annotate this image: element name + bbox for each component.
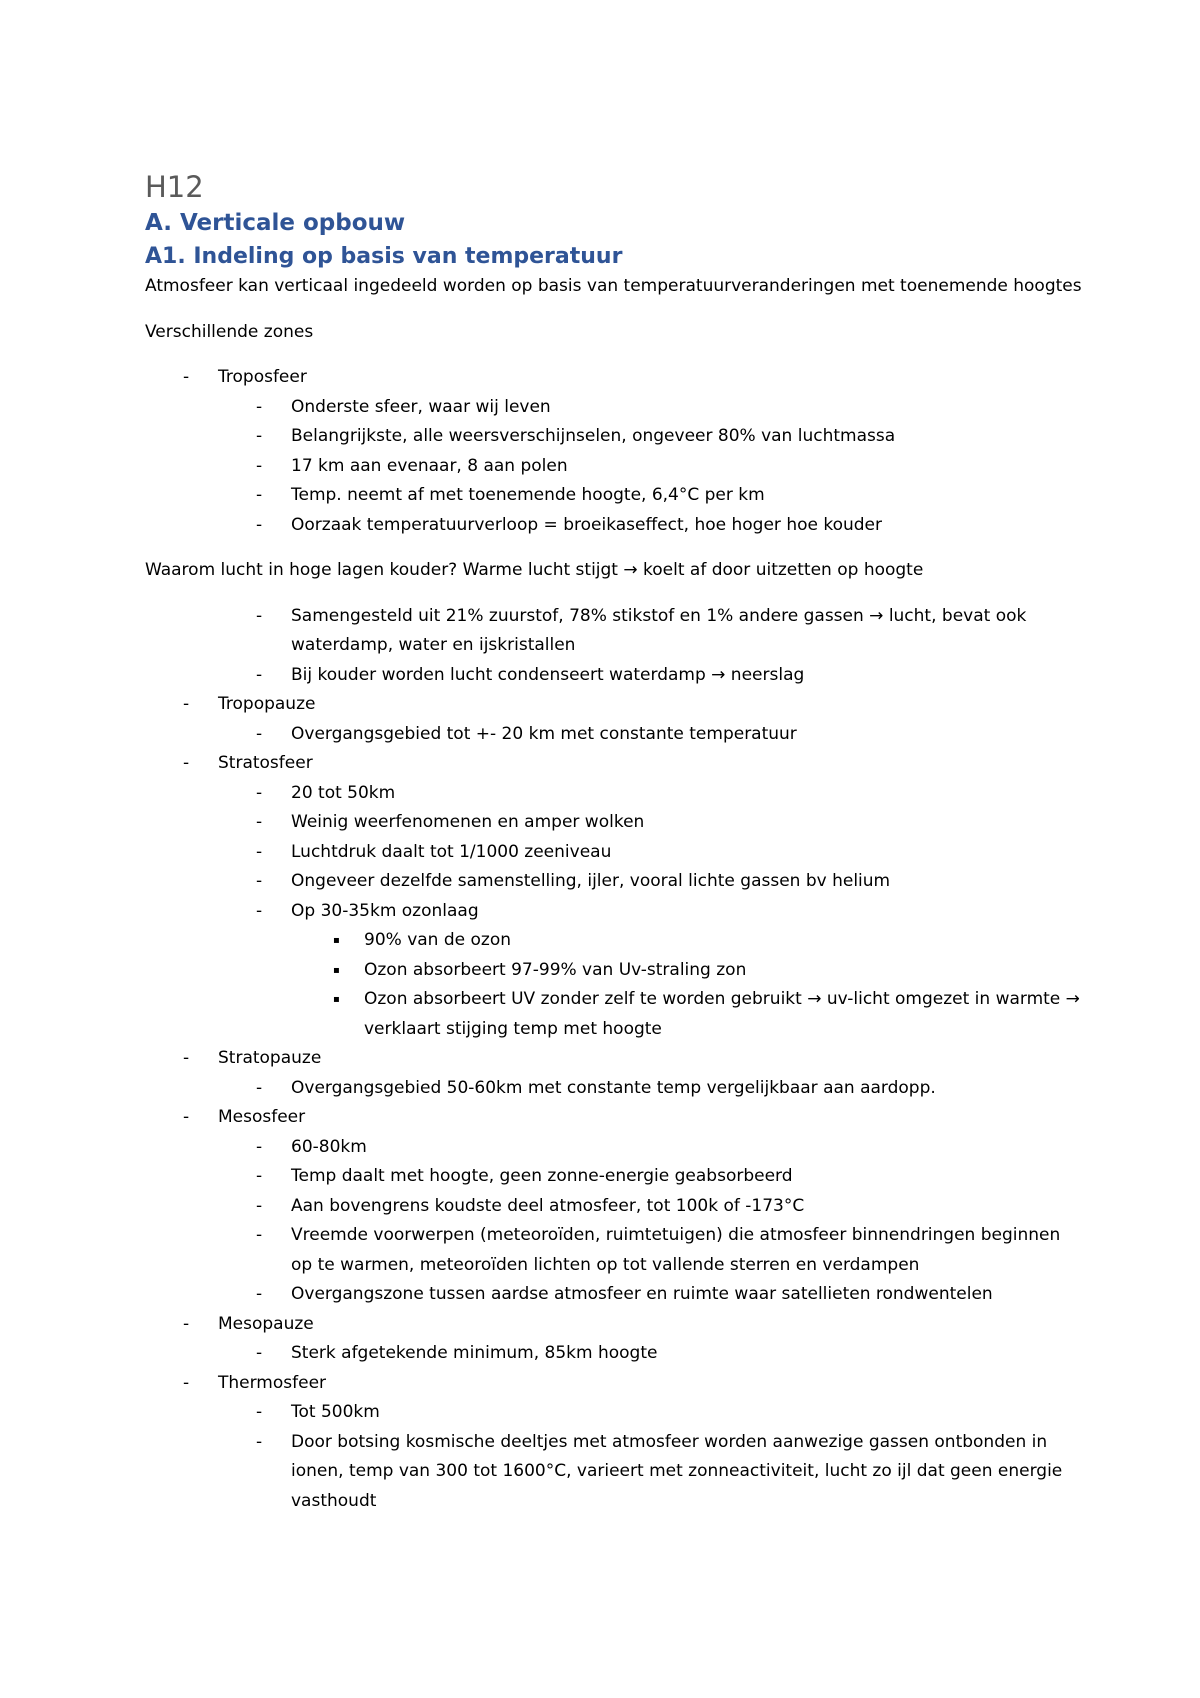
dash-bullet-icon: - bbox=[256, 1431, 263, 1452]
dash-bullet-icon: - bbox=[183, 367, 190, 387]
list-item-text: Tot 500km bbox=[291, 1402, 380, 1422]
list-item-text: Overgangszone tussen aardse atmosfeer en ruimte waar satellieten rondwentelen bbox=[291, 1284, 993, 1304]
list-item-text: Ongeveer dezelfde samenstelling, ijler, vooral lichte gassen bv helium bbox=[291, 871, 891, 891]
square-bullet-icon: ▪ bbox=[333, 964, 340, 976]
list-item-level-2 bbox=[145, 1339, 1085, 1369]
list-item-level-2 bbox=[145, 422, 1085, 452]
dash-bullet-icon: - bbox=[256, 664, 263, 685]
list-item-level-2 bbox=[145, 779, 1085, 809]
dash-bullet-icon: - bbox=[256, 1077, 263, 1098]
list-item-text: Temp. neemt af met toenemende hoogte, 6,4°C per km bbox=[291, 485, 765, 505]
section-heading-a: A. Verticale opbouw bbox=[145, 210, 406, 236]
list-item-level-2 bbox=[145, 602, 1085, 661]
dash-bullet-icon: - bbox=[256, 841, 263, 862]
list-item-text: Oorzaak temperatuurverloop = broeikaseffect, hoe hoger hoe kouder bbox=[291, 514, 883, 535]
list-item-level-2 bbox=[145, 1192, 1085, 1222]
list-item-level-2 bbox=[145, 452, 1085, 482]
list-item-text: Overgangsgebied 50-60km met constante temp vergelijkbaar aan aardopp. bbox=[291, 1077, 936, 1098]
list-item-level-1 bbox=[145, 1369, 1085, 1399]
square-bullet-icon: ▪ bbox=[333, 935, 340, 946]
list-item-text: Troposfeer bbox=[218, 367, 307, 387]
list-item-level-2 bbox=[145, 1133, 1085, 1163]
dash-bullet-icon: - bbox=[256, 1225, 263, 1245]
zones-list-part-2 bbox=[145, 602, 1085, 1517]
document-title: H12 bbox=[145, 170, 204, 204]
dash-bullet-icon: - bbox=[256, 426, 263, 446]
list-item-level-2 bbox=[145, 1074, 1085, 1104]
list-item-level-1 bbox=[145, 690, 1085, 720]
dash-bullet-icon: - bbox=[256, 1136, 263, 1157]
list-item-level-2 bbox=[145, 808, 1085, 838]
dash-bullet-icon: - bbox=[256, 396, 263, 417]
list-item-text: Stratopauze bbox=[218, 1048, 322, 1068]
spacer bbox=[145, 347, 1085, 363]
dash-bullet-icon: - bbox=[256, 1402, 263, 1422]
list-item-level-2 bbox=[145, 481, 1085, 511]
intro-paragraph: Atmosfeer kan verticaal ingedeeld worden op basis van temperatuurveranderingen met toenemende hoogtes bbox=[145, 276, 1082, 296]
list-item-text: Bij kouder worden lucht condenseert waterdamp → neerslag bbox=[291, 664, 805, 685]
list-item-text: 17 km aan evenaar, 8 aan polen bbox=[291, 455, 568, 476]
spacer bbox=[145, 302, 1085, 318]
list-item-text: Sterk afgetekende minimum, 85km hoogte bbox=[291, 1343, 658, 1363]
list-item-level-1 bbox=[145, 1044, 1085, 1074]
spacer bbox=[145, 586, 1085, 602]
list-item-text: Vreemde voorwerpen (meteoroïden, ruimtetuigen) die atmosfeer binnendringen beginnen op te warmen, meteoroïden lichten op tot vallende sterren en verdampen bbox=[291, 1225, 1061, 1275]
document-page bbox=[145, 168, 1085, 1516]
dash-bullet-icon: - bbox=[256, 900, 263, 921]
section-heading-a1: A1. Indeling op basis van temperatuur bbox=[145, 244, 623, 269]
dash-bullet-icon: - bbox=[183, 1313, 190, 1334]
list-item-text: Ozon absorbeert UV zonder zelf te worden gebruikt → uv-licht omgezet in warmte → verklaart stijging temp met hoogte bbox=[364, 989, 1080, 1039]
dash-bullet-icon: - bbox=[256, 1166, 263, 1186]
dash-bullet-icon: - bbox=[183, 694, 190, 714]
dash-bullet-icon: - bbox=[256, 605, 263, 626]
list-item-level-3 bbox=[145, 956, 1085, 986]
list-item-level-2 bbox=[145, 393, 1085, 423]
list-item-level-1 bbox=[145, 749, 1085, 779]
zones-heading: Verschillende zones bbox=[145, 321, 314, 342]
dash-bullet-icon: - bbox=[256, 812, 263, 832]
dash-bullet-icon: - bbox=[256, 782, 263, 803]
list-item-level-2 bbox=[145, 720, 1085, 750]
list-item-text: Overgangsgebied tot +- 20 km met constante temperatuur bbox=[291, 723, 797, 744]
dash-bullet-icon: - bbox=[256, 514, 263, 535]
list-item-text: Stratosfeer bbox=[218, 753, 313, 773]
list-item-level-3 bbox=[145, 985, 1085, 1044]
list-item-level-2 bbox=[145, 511, 1085, 541]
list-item-text: Temp daalt met hoogte, geen zonne-energie geabsorbeerd bbox=[291, 1166, 793, 1186]
zones-list-part-1 bbox=[145, 363, 1085, 540]
list-item-text: Ozon absorbeert 97-99% van Uv-straling zon bbox=[364, 959, 747, 980]
list-item-text: Onderste sfeer, waar wij leven bbox=[291, 396, 551, 417]
list-item-level-2 bbox=[145, 1428, 1085, 1517]
list-item-level-2 bbox=[145, 838, 1085, 868]
list-item-text: 90% van de ozon bbox=[364, 930, 511, 950]
list-item-level-1 bbox=[145, 1103, 1085, 1133]
dash-bullet-icon: - bbox=[256, 455, 263, 476]
question-paragraph: Waarom lucht in hoge lagen kouder? Warme lucht stijgt → koelt af door uitzetten op hoogte bbox=[145, 560, 924, 580]
spacer bbox=[145, 540, 1085, 556]
list-item-text: Door botsing kosmische deeltjes met atmosfeer worden aanwezige gassen ontbonden in ionen, temp van 300 tot 1600°C, varieert met zonneactiviteit, lucht zo ijl dat geen energie vasthoudt bbox=[291, 1431, 1063, 1511]
list-item-text: 60-80km bbox=[291, 1136, 367, 1157]
square-bullet-icon: ▪ bbox=[333, 994, 340, 1005]
dash-bullet-icon: - bbox=[256, 1284, 263, 1304]
list-item-text: Tropopauze bbox=[218, 694, 316, 714]
list-item-level-2 bbox=[145, 897, 1085, 927]
list-item-text: Op 30-35km ozonlaag bbox=[291, 900, 479, 921]
list-item-text: Luchtdruk daalt tot 1/1000 zeeniveau bbox=[291, 841, 612, 862]
dash-bullet-icon: - bbox=[256, 871, 263, 891]
list-item-text: Weinig weerfenomenen en amper wolken bbox=[291, 812, 645, 832]
list-item-text: Samengesteld uit 21% zuurstof, 78% stikstof en 1% andere gassen → lucht, bevat ook waterdamp, water en ijskristallen bbox=[291, 605, 1027, 655]
list-item-text: Belangrijkste, alle weersverschijnselen, ongeveer 80% van luchtmassa bbox=[291, 426, 896, 446]
list-item-text: Mesopauze bbox=[218, 1313, 314, 1334]
list-item-level-2 bbox=[145, 867, 1085, 897]
list-item-text: 20 tot 50km bbox=[291, 782, 396, 803]
list-item-level-1 bbox=[145, 363, 1085, 393]
list-item-level-2 bbox=[145, 1221, 1085, 1280]
list-item-level-2 bbox=[145, 1280, 1085, 1310]
list-item-level-1 bbox=[145, 1310, 1085, 1340]
dash-bullet-icon: - bbox=[256, 485, 263, 505]
dash-bullet-icon: - bbox=[183, 753, 190, 773]
dash-bullet-icon: - bbox=[183, 1048, 190, 1068]
dash-bullet-icon: - bbox=[183, 1372, 190, 1393]
list-item-text: Aan bovengrens koudste deel atmosfeer, tot 100k of -173°C bbox=[291, 1195, 805, 1216]
list-item-text: Mesosfeer bbox=[218, 1107, 306, 1127]
list-item-text: Thermosfeer bbox=[218, 1372, 327, 1393]
dash-bullet-icon: - bbox=[256, 1343, 263, 1363]
dash-bullet-icon: - bbox=[256, 723, 263, 744]
dash-bullet-icon: - bbox=[183, 1107, 190, 1127]
list-item-level-2 bbox=[145, 661, 1085, 691]
list-item-level-2 bbox=[145, 1162, 1085, 1192]
list-item-level-3 bbox=[145, 926, 1085, 956]
list-item-level-2 bbox=[145, 1398, 1085, 1428]
dash-bullet-icon: - bbox=[256, 1195, 263, 1216]
